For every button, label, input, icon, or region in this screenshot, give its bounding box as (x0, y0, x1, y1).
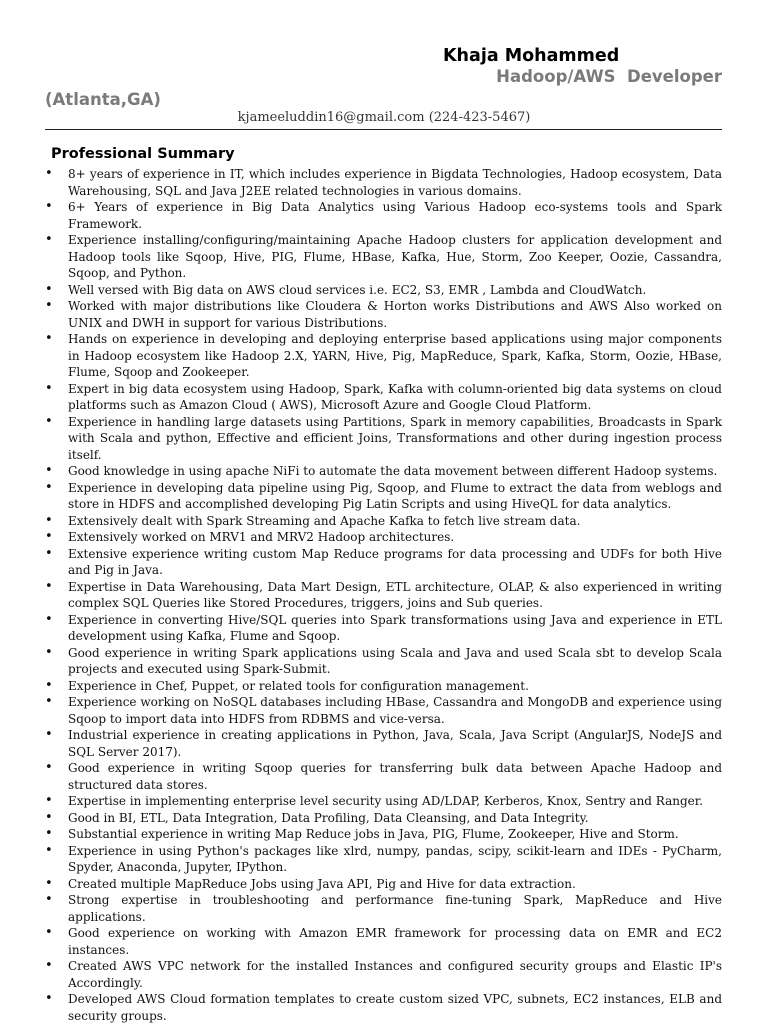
list-item: • Good in BI, ETL, Data Integration, Data Profiling, Data Cleansing, and Data Integrity. (45, 810, 722, 827)
list-item: • Extensively worked on MRV1 and MRV2 Hadoop architectures. (45, 529, 722, 546)
candidate-name: Khaja Mohammed (443, 46, 620, 66)
list-item: • Well versed with Big data on AWS cloud services i.e. EC2, S3, EMR , Lambda and CloudWatch. (45, 282, 722, 299)
list-item: • Substantial experience in writing Map Reduce jobs in Java, PIG, Flume, Zookeeper, Hive and Storm. (45, 826, 722, 843)
list-item: • Industrial experience in creating applications in Python, Java, Scala, Java Script (AngularJS, NodeJS and SQL Server 2017). (45, 727, 722, 760)
list-item: • Created AWS VPC network for the installed Instances and configured security groups and Elastic IP's Accordingly. (45, 958, 722, 991)
list-item: • Extensively dealt with Spark Streaming and Apache Kafka to fetch live stream data. (45, 513, 722, 530)
list-item: • Good experience on working with Amazon EMR framework for processing data on EMR and EC2 instances. (45, 925, 722, 958)
list-item: • Extensive experience writing custom Map Reduce programs for data processing and UDFs for both Hive and Pig in Java. (45, 546, 722, 579)
list-item: • Expertise in Data Warehousing, Data Mart Design, ETL architecture, OLAP, & also experienced in writing complex SQL Queries like Stored Procedures, triggers, joins and Sub queries. (45, 579, 722, 612)
list-item: • Good experience in writing Sqoop queries for transferring bulk data between Apache Hadoop and structured data stores. (45, 760, 722, 793)
list-item: • 8+ years of experience in IT, which includes experience in Bigdata Technologies, Hadoop ecosystem, Data Warehousing, SQL and Java J2EE related technologies in various domains. (45, 166, 722, 199)
list-item: • Experience in Chef, Puppet, or related tools for configuration management. (45, 678, 722, 695)
list-item: • Experience in using Python's packages like xlrd, numpy, pandas, scipy, scikit-learn and IDEs - PyCharm, Spyder, Anaconda, Jupyter, IPython. (45, 843, 722, 876)
list-item: • Experience working on NoSQL databases including HBase, Cassandra and MongoDB and experience using Sqoop to import data into HDFS from RDBMS and vice-versa. (45, 694, 722, 727)
list-item: • Expert in big data ecosystem using Hadoop, Spark, Kafka with column-oriented big data systems on cloud platforms such as Amazon Cloud ( AWS), Microsoft Azure and Google Cloud Platform. (45, 381, 722, 414)
list-item: • Hands on experience in developing and deploying enterprise based applications using major components in Hadoop ecosystem like Hadoop 2.X, YARN, Hive, Pig, MapReduce, Spark, Kafka, Storm, Oozie, HBase, Flume, Sqoop and Zookeeper. (45, 331, 722, 381)
list-item: • Worked with major distributions like Cloudera & Horton works Distributions and AWS Also worked on UNIX and DWH in support for various Distributions. (45, 298, 722, 331)
list-item: • Experience in converting Hive/SQL queries into Spark transformations using Java and experience in ETL development using Kafka, Flume and Sqoop. (45, 612, 722, 645)
list-item: • Expertise in implementing enterprise level security using AD/LDAP, Kerberos, Knox, Sentry and Ranger. (45, 793, 722, 810)
list-item: • Developed AWS Cloud formation templates to create custom sized VPC, subnets, EC2 instances, ELB and security groups. (45, 991, 722, 1024)
list-item: • 6+ Years of experience in Big Data Analytics using Various Hadoop eco-systems tools and Spark Framework. (45, 199, 722, 232)
list-item: • Good experience in writing Spark applications using Scala and Java and used Scala sbt to develop Scala projects and executed using Spark-Submit. (45, 645, 722, 678)
list-item: • Strong expertise in troubleshooting and performance fine-tuning Spark, MapReduce and Hive applications. (45, 892, 722, 925)
list-item: • Created multiple MapReduce Jobs using Java API, Pig and Hive for data extraction. (45, 876, 722, 893)
list-item: • Experience installing/configuring/maintaining Apache Hadoop clusters for application development and Hadoop tools like Sqoop, Hive, PIG, Flume, HBase, Kafka, Hue, Storm, Zoo Keeper, Oozie, Cassandra, Sqoop, and Python. (45, 232, 722, 282)
contact-info: kjameeluddin16@gmail.com (224-423-5467) (237, 110, 531, 125)
location: (Atlanta,GA) (45, 90, 161, 109)
header-divider (45, 129, 722, 130)
summary-list (45, 166, 722, 1024)
list-item: • Good knowledge in using apache NiFi to automate the data movement between different Hadoop systems. (45, 463, 722, 480)
section-heading: Professional Summary (51, 146, 235, 162)
job-title: Hadoop/AWS Developer (496, 67, 722, 86)
list-item: • Experience in developing data pipeline using Pig, Sqoop, and Flume to extract the data from weblogs and store in HDFS and accomplished developing Pig Latin Scripts and using HiveQL for data analytics. (45, 480, 722, 513)
list-item: • Experience in handling large datasets using Partitions, Spark in memory capabilities, Broadcasts in Spark with Scala and python, Effective and efficient Joins, Transformations and other during ingestion process itself. (45, 414, 722, 464)
